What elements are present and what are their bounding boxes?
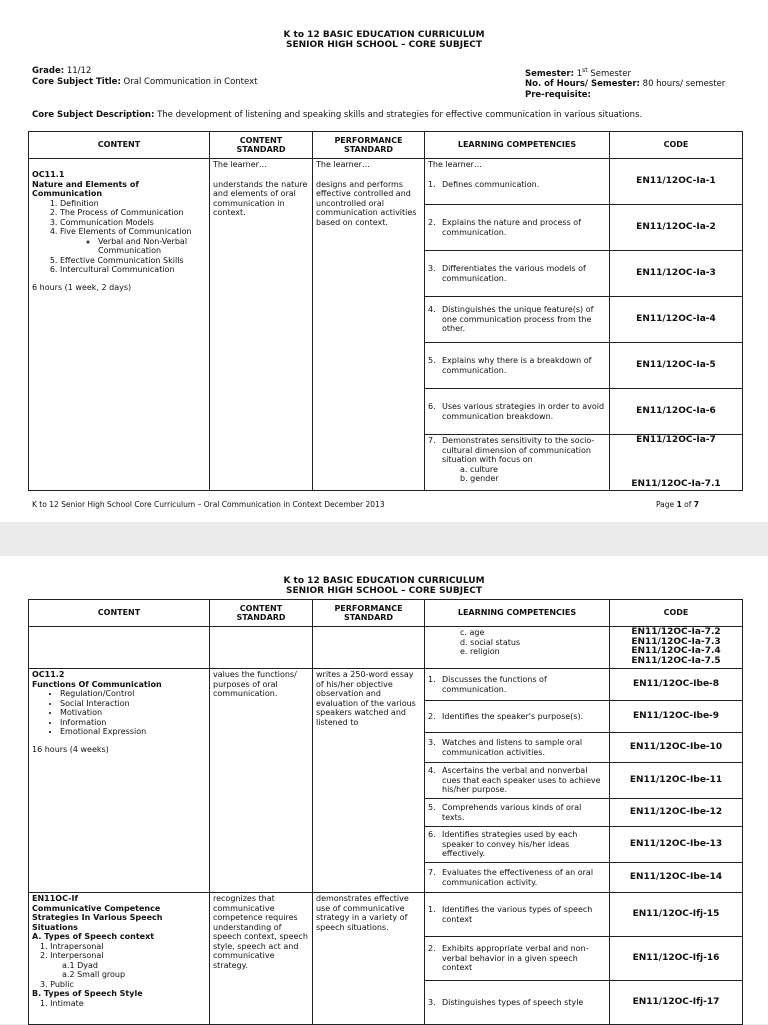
content-cell — [29, 669, 210, 893]
page-header — [0, 556, 768, 596]
lc7-e: e. religion — [460, 647, 500, 656]
code-cell: EN11/12OC-Ibe-8 — [610, 669, 743, 701]
code-cell: EN11/12OC-Ibe-10 — [610, 733, 743, 763]
competency-text: Comprehends various kinds of oral texts. — [442, 803, 582, 822]
table-row — [29, 669, 743, 701]
performance-standard-cell: writes a 250-word essay of his/her objective observation and evaluation of the various speakers watched and listened to — [313, 669, 425, 893]
performance-standard-cell — [313, 627, 425, 669]
code-cell: EN11/12OC-Ia-6 — [610, 389, 743, 435]
content-list — [32, 199, 206, 275]
content-standard-cell: recognizes that communicative competence requires understanding of speech context, speech style, speech act and communicative strategy. — [210, 893, 313, 1025]
th-content: CONTENT — [29, 600, 210, 627]
lc7-c: c. age — [460, 628, 485, 637]
lc-cell: 5. Comprehends various kinds of oral texts. — [425, 799, 610, 827]
lc-cell: 6. Uses various strategies in order to avoid communication breakdown. — [425, 389, 610, 435]
competency-text: Distinguishes the unique feature(s) of one communication process from the other. — [442, 305, 594, 334]
footer-page: Page 1 of 7 — [656, 500, 700, 509]
content-title: Nature and Elements of Communication — [32, 179, 139, 198]
th-content: CONTENT — [29, 132, 210, 159]
th-code: CODE — [610, 132, 743, 159]
th-content-standard: CONTENT STANDARD — [210, 132, 313, 159]
code-cell: EN11/12OC-Ibe-12 — [610, 799, 743, 827]
document-page-2 — [0, 556, 768, 1024]
list-item: 2. Interpersonal — [40, 951, 104, 960]
list-item: a.1 Dyad — [62, 960, 98, 970]
code-cell: EN11/12OC-Ia-2 — [610, 205, 743, 251]
list-item: • Emotional Expression — [60, 727, 206, 737]
list-item: • Information — [60, 718, 206, 728]
list-item: 1. Intrapersonal — [40, 941, 104, 951]
code-lc7-4: EN11/12OC-Ia-7.4 — [631, 646, 721, 656]
competency-text: Demonstrates sensitivity to the socio-cultural dimension of communication situation with focus on — [442, 436, 595, 464]
section-b: B. Types of Speech Style — [32, 989, 143, 998]
title-value: Oral Communication in Context — [123, 76, 258, 87]
code-cell: EN11/12OC-Ia-3 — [610, 251, 743, 297]
table-row — [29, 893, 743, 937]
code-cell: EN11/12OC-Ibe-14 — [610, 863, 743, 893]
lc7-a: a. culture — [460, 464, 498, 474]
lc-cell: 4. Ascertains the verbal and nonverbal cues that each speaker uses to achieve his/her purpose. — [425, 763, 610, 799]
content-cell — [29, 893, 210, 1025]
footer-left: K to 12 Senior High School Core Curriculum – Oral Communication in Context December 2013 — [32, 500, 385, 509]
list-item: 4. Five Elements of Communication ◦ Verbal and Non-Verbal Communication — [60, 227, 206, 256]
code-cell — [610, 627, 743, 669]
lc-cell: 6. Identifies strategies used by each speaker to convey his/her ideas effectively. — [425, 827, 610, 863]
competency-text: Identifies the speaker's purpose(s). — [442, 711, 584, 721]
content-code: EN11OC-If — [32, 894, 78, 903]
th-learning-competencies: LEARNING COMPETENCIES — [425, 600, 610, 627]
table-header-row — [29, 132, 743, 159]
lc7-b: b. gender — [460, 474, 499, 483]
lc-cell: 3. Distinguishes types of speech style — [425, 981, 610, 1025]
competency-text: Discusses the functions of communication. — [442, 675, 547, 694]
code-cell: EN11/12OC-Ia-4 — [610, 297, 743, 343]
list-item: 6. Intercultural Communication — [60, 265, 206, 275]
lc-cell: 1. Discusses the functions of communication. — [425, 669, 610, 701]
code-cell: EN11/12OC-Ifj-16 — [610, 937, 743, 981]
ps-text: designs and performs effective controlled and uncontrolled oral communication activities based on context. — [316, 179, 417, 227]
code-cell: EN11/12OC-Ibe-9 — [610, 701, 743, 733]
section-a: A. Types of Speech context — [32, 932, 155, 941]
content-title: Functions Of Communication — [32, 679, 162, 689]
list-item: 3. Public — [40, 979, 74, 989]
grade-label: Grade: — [32, 66, 65, 76]
lc-intro: The learner… — [428, 160, 482, 169]
lc-cell: 2. Identifies the speaker's purpose(s). — [425, 701, 610, 733]
page-header — [0, 0, 768, 50]
list-item: • Social Interaction — [60, 699, 206, 709]
th-performance-standard: PERFORMANCE STANDARD — [313, 132, 425, 159]
performance-standard-cell — [313, 159, 425, 491]
table-row — [29, 159, 743, 205]
competency-text: Identifies strategies used by each speaker to convey his/her ideas effectively. — [442, 830, 578, 859]
header-line-2: SENIOR HIGH SCHOOL – CORE SUBJECT — [286, 40, 482, 50]
competency-text: Explains the nature and process of communication. — [442, 218, 582, 237]
competency-text: Differentiates the various models of communication. — [442, 264, 586, 283]
semester-num: 1 — [576, 68, 583, 79]
code-cell: EN11/12OC-Ifj-17 — [610, 981, 743, 1025]
lc-cell: 7. Evaluates the effectiveness of an oral communication activity. — [425, 863, 610, 893]
content-code: OC11.2 — [32, 670, 65, 679]
competency-text: Distinguishes types of speech style — [442, 997, 584, 1007]
header-line-2: SENIOR HIGH SCHOOL – CORE SUBJECT — [286, 586, 482, 596]
header-line-1: K to 12 BASIC EDUCATION CURRICULUM — [283, 30, 485, 40]
content-cell — [29, 627, 210, 669]
list-item: • Regulation/Control — [60, 689, 206, 699]
header-line-1: K to 12 BASIC EDUCATION CURRICULUM — [283, 576, 485, 586]
table-header-row — [29, 600, 743, 627]
curriculum-table-1 — [28, 131, 743, 491]
content-code: OC11.1 — [32, 170, 65, 179]
lc7-d: d. social status — [460, 637, 521, 647]
competency-text: Exhibits appropriate verbal and non-verbal behavior in a given speech context — [442, 944, 589, 973]
list-item: ◦ Verbal and Non-Verbal Communication — [98, 237, 206, 256]
content-standard-cell — [210, 159, 313, 491]
competency-text: Evaluates the effectiveness of an oral communication activity. — [442, 868, 594, 887]
table-row — [29, 627, 743, 669]
curriculum-table-2 — [28, 599, 743, 1025]
code-cell — [610, 435, 743, 491]
cs-text: understands the nature and elements of oral communication in context. — [213, 179, 308, 217]
th-content-standard: CONTENT STANDARD — [210, 600, 313, 627]
content-standard-cell — [210, 627, 313, 669]
content-hours: 16 hours (4 weeks) — [32, 744, 109, 754]
content-cell — [29, 159, 210, 491]
content-hours: 6 hours (1 week, 2 days) — [32, 282, 132, 292]
lc-cell: 4. Distinguishes the unique feature(s) of one communication process from the other. — [425, 297, 610, 343]
code-lc7: EN11/12OC-Ia-7 — [636, 435, 716, 445]
semester-rest: Semester — [590, 68, 631, 79]
meta-left — [32, 66, 257, 87]
semester-sup: st — [582, 67, 588, 74]
cs-intro: The learner… — [213, 160, 267, 169]
list-item: 3. Communication Models — [60, 218, 206, 228]
competency-text: Defines communication. — [442, 179, 540, 189]
title-label: Core Subject Title: — [32, 76, 121, 87]
th-learning-competencies: LEARNING COMPETENCIES — [425, 132, 610, 159]
desc-label: Core Subject Description: — [32, 110, 155, 120]
content-standard-cell: values the functions/ purposes of oral communication. — [210, 669, 313, 893]
hours-label: No. of Hours/ Semester: — [525, 79, 640, 90]
code-cell: EN11/12OC-Ibe-11 — [610, 763, 743, 799]
semester-label: Semester: — [525, 68, 574, 79]
lc-cell: 5. Explains why there is a breakdown of communication. — [425, 343, 610, 389]
code-cell: EN11/12OC-Ia-1 — [610, 159, 743, 205]
th-performance-standard: PERFORMANCE STANDARD — [313, 600, 425, 627]
list-item: a.2 Small group — [62, 970, 126, 979]
code-lc7-2: EN11/12OC-Ia-7.2 — [631, 627, 721, 637]
desc-value: The development of listening and speaking skills and strategies for effective communication in various situations. — [157, 110, 643, 120]
code-lc7-5: EN11/12OC-Ia-7.5 — [631, 655, 721, 666]
list-item: 1. Intimate — [40, 998, 84, 1008]
performance-standard-cell: demonstrates effective use of communicative strategy in a variety of speech situations. — [313, 893, 425, 1025]
list-item: 2. The Process of Communication — [60, 208, 206, 218]
meta-right — [525, 66, 725, 100]
lc-cell: 3. Watches and listens to sample oral communication activities. — [425, 733, 610, 763]
lc-cell: 1. Identifies the various types of speech context — [425, 893, 610, 937]
competency-text: Explains why there is a breakdown of communication. — [442, 356, 592, 375]
list-item: • Motivation — [60, 708, 206, 718]
th-code: CODE — [610, 600, 743, 627]
competency-text: Uses various strategies in order to avoid communication breakdown. — [442, 402, 605, 421]
content-list — [32, 689, 206, 737]
content-title: Communicative Competence Strategies In Various Speech Situations — [32, 903, 163, 932]
hours-value: 80 hours/ semester — [642, 79, 726, 90]
competency-text: Identifies the various types of speech context — [442, 905, 593, 924]
list-item: 5. Effective Communication Skills — [60, 256, 206, 266]
grade-value: 11/12 — [66, 66, 92, 76]
lc-cell: 7. Demonstrates sensitivity to the socio-cultural dimension of communication situation with focus on a. culture b. gender — [425, 435, 610, 491]
code-cell: EN11/12OC-Ifj-15 — [610, 893, 743, 937]
subject-description — [32, 110, 642, 120]
code-cell: EN11/12OC-Ibe-13 — [610, 827, 743, 863]
lc-cell: The learner… 1. Defines communication. — [425, 159, 610, 205]
lc-cell — [425, 627, 610, 669]
competency-text: Watches and listens to sample oral communication activities. — [442, 738, 583, 757]
lc-cell: 2. Exhibits appropriate verbal and non-verbal behavior in a given speech context — [425, 937, 610, 981]
lc-cell: 2. Explains the nature and process of communication. — [425, 205, 610, 251]
code-lc7-3: EN11/12OC-Ia-7.3 — [631, 636, 721, 647]
ps-intro: The learner… — [316, 160, 370, 169]
lc-cell: 3. Differentiates the various models of communication. — [425, 251, 610, 297]
competency-text: Ascertains the verbal and nonverbal cues that each speaker uses to achieve his/her purpose. — [442, 766, 601, 795]
code-lc7-1: EN11/12OC-Ia-7.1 — [631, 478, 721, 489]
list-item: 1. Definition — [60, 199, 206, 209]
code-cell: EN11/12OC-Ia-5 — [610, 343, 743, 389]
prereq-label: Pre-requisite: — [525, 89, 591, 100]
